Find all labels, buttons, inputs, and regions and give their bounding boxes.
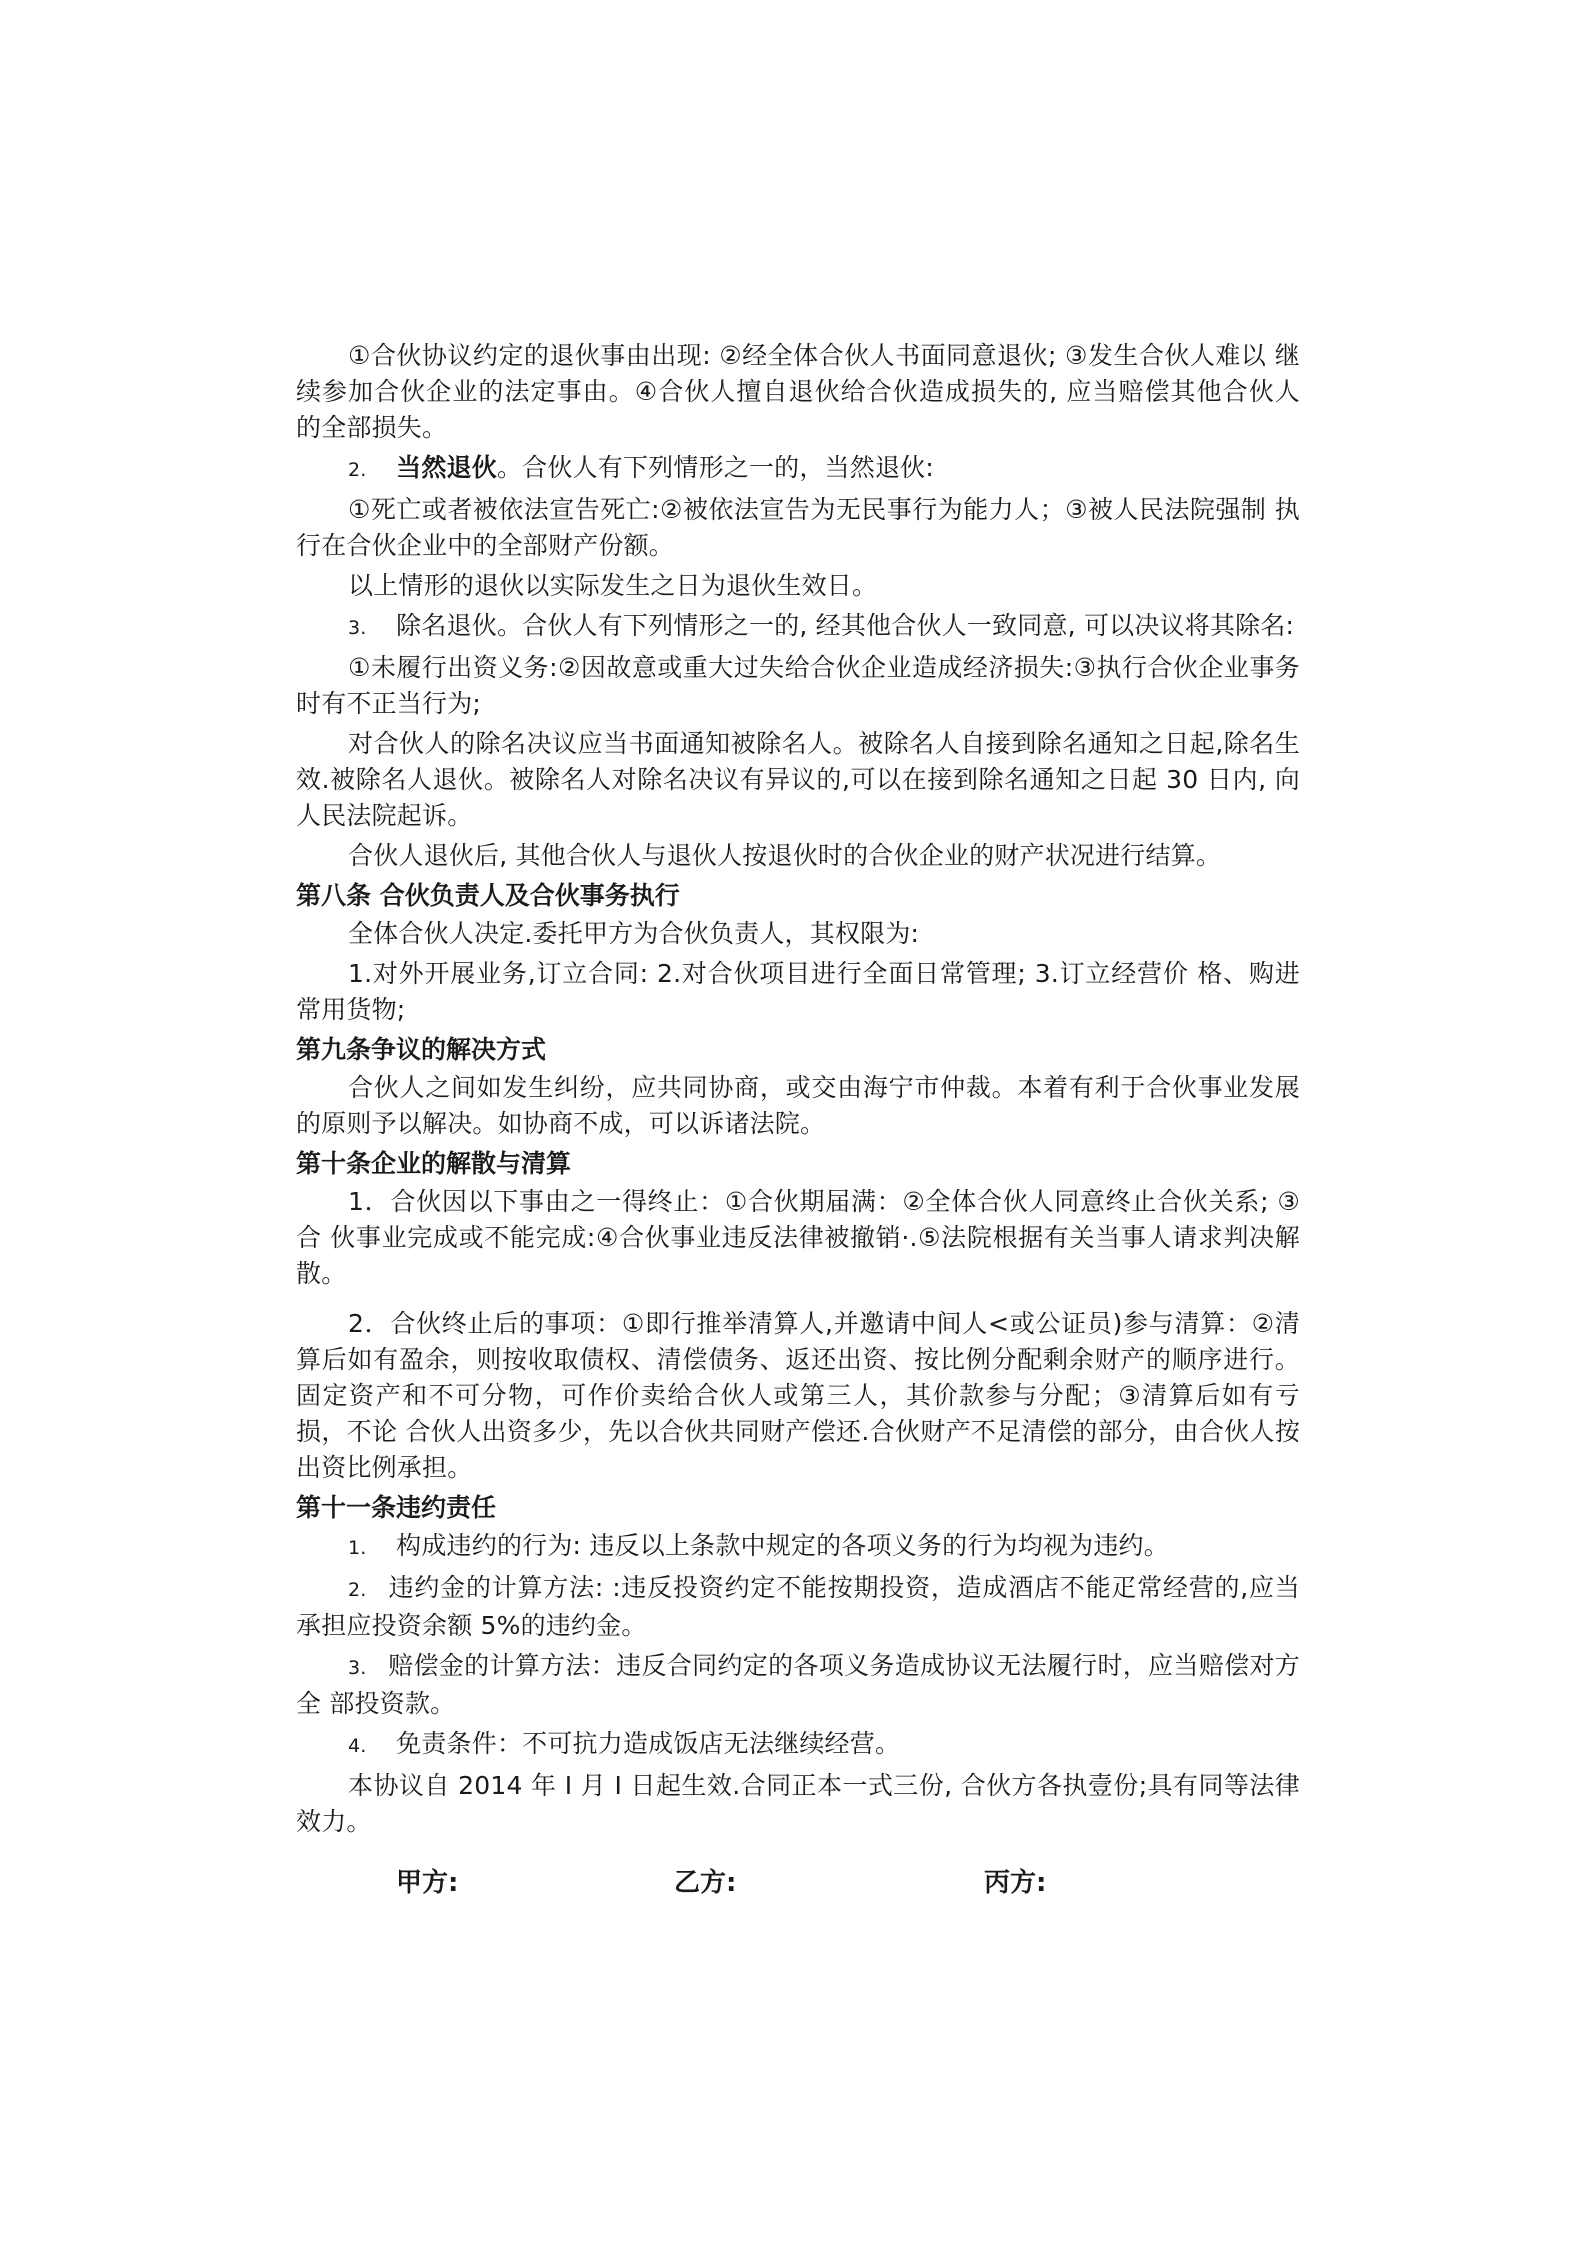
item-number: 1. (348, 1537, 367, 1559)
expulsion-notice: 对合伙人的除名决议应当书面通知被除名人。被除名人自接到除名通知之日起,除名生效.被除名人退伙。被除名人对除名决议有异议的,可以在接到除名通知之日起 30 日内, 向人民法院起诉。 (296, 729, 1300, 830)
automatic-exit-item (296, 450, 1300, 488)
article-8-heading: 第八条 合伙负责人及合伙事务执行 (296, 881, 680, 910)
expulsion-detail: ①未履行出资义务:②因故意或重大过失给合伙企业造成经济损失:③执行合伙企业事务时有不正当行为; (296, 653, 1300, 718)
item-text: 构成违约的行为: 违反以上条款中规定的各项义务的行为均视为违约。 (396, 1531, 1169, 1560)
party-a-signature-label: 甲方: (396, 1868, 459, 1898)
expulsion-item (296, 608, 1300, 646)
item-title: 当然退伙 (396, 453, 497, 482)
item-number: 2. (348, 1579, 367, 1601)
item-number: 3. (348, 1657, 367, 1679)
voluntary-exit-paragraph: ①合伙协议约定的退伙事由出现: ②经全体合伙人书面同意退伙; ③发生合伙人难以 继续参加合伙企业的法定事由。④合伙人擅自退伙给合伙造成损失的, 应当赔偿其他合伙人 的全部损失。 (296, 341, 1300, 442)
article-10-item-1: 1．合伙因以下事由之一得终止：①合伙期届满：②全体合伙人同意终止合伙关系; ③合 伙事业完成或不能完成:④合伙事业违反法律被撤销·.⑤法院根据有关当事人请求判决解散。 (296, 1187, 1300, 1288)
article-11-item (296, 1570, 1300, 1644)
automatic-exit-detail: ①死亡或者被依法宣告死亡:②被依法宣告为无民事行为能力人；③被人民法院强制 执行在合伙企业中的全部财产份额。 (296, 495, 1300, 560)
item-text: 免责条件：不可抗力造成饭店无法继续经营。 (396, 1729, 901, 1758)
article-9-heading: 第九条争议的解决方式 (296, 1035, 547, 1064)
item-text: 。合伙人有下列情形之一的，当然退伙: (496, 453, 934, 482)
item-text: 除名退伙。合伙人有下列情形之一的, 经其他合伙人一致同意, 可以决议将其除名: (396, 611, 1295, 640)
article-10-item-2: 2．合伙终止后的事项：①即行推举清算人,并邀请中间人<或公证员)参与清算：②清算后如有盈余，则按收取债权、清偿债务、返还出资、按比例分配剩余财产的顺序进行。固定资产和不可分物，可作价卖给合伙人或第三人，其价款参与分配；③清算后如有亏损，不论 合伙人出资多少，先以合伙共同财产偿还.合伙财产不足清偿的部分，由合伙人按出资比例承担。 (296, 1309, 1300, 1482)
article-11-heading: 第十一条违约责任 (296, 1493, 497, 1522)
article-11-item (296, 1528, 1300, 1566)
item-number: 4. (348, 1735, 367, 1757)
signature-block (396, 1862, 1296, 1902)
automatic-exit-effective: 以上情形的退伙以实际发生之日为退伙生效日。 (348, 571, 878, 600)
item-text: 赔偿金的计算方法：违反合同约定的各项义务造成协议无法履行时，应当赔偿对方全 部投资款。 (296, 1651, 1300, 1718)
contract-page (296, 338, 1300, 1844)
item-text: 违约金的计算方法: :违反投资约定不能按期投资，造成酒店不能疋常经营的,应当承担应投资余额 5%的违约金。 (296, 1573, 1300, 1640)
article-8-intro: 全体合伙人决定.委托甲方为合伙负责人，其权限为: (348, 919, 920, 948)
item-number: 3. (348, 617, 367, 639)
settlement-paragraph: 合伙人退伙后, 其他合伙人与退伙人按退伙时的合伙企业的财产状况进行结算。 (348, 841, 1222, 870)
party-c-signature-label: 丙方: (984, 1868, 1047, 1898)
article-11-item (296, 1726, 1300, 1764)
article-11-item (296, 1648, 1300, 1722)
party-b-signature-label: 乙方: (674, 1868, 737, 1898)
article-8-powers: 1.对外开展业务,订立合同: 2.对合伙项目进行全面日常管理; 3.订立经营价 格、购进常用货物; (296, 959, 1300, 1024)
article-10-heading: 第十条企业的解散与清算 (296, 1149, 572, 1178)
item-number: 2. (348, 459, 367, 481)
article-9-text: 合伙人之间如发生纠纷，应共同协商，或交由海宁市仲裁。本着有利于合伙事业发展的原则予以解决。如协商不成，可以诉诸法院。 (296, 1073, 1300, 1138)
effective-clause: 本协议自 2014 年 I 月 I 日起生效.合同正本一式三份, 合伙方各执壹份;具有同等法律 效力。 (296, 1771, 1300, 1836)
